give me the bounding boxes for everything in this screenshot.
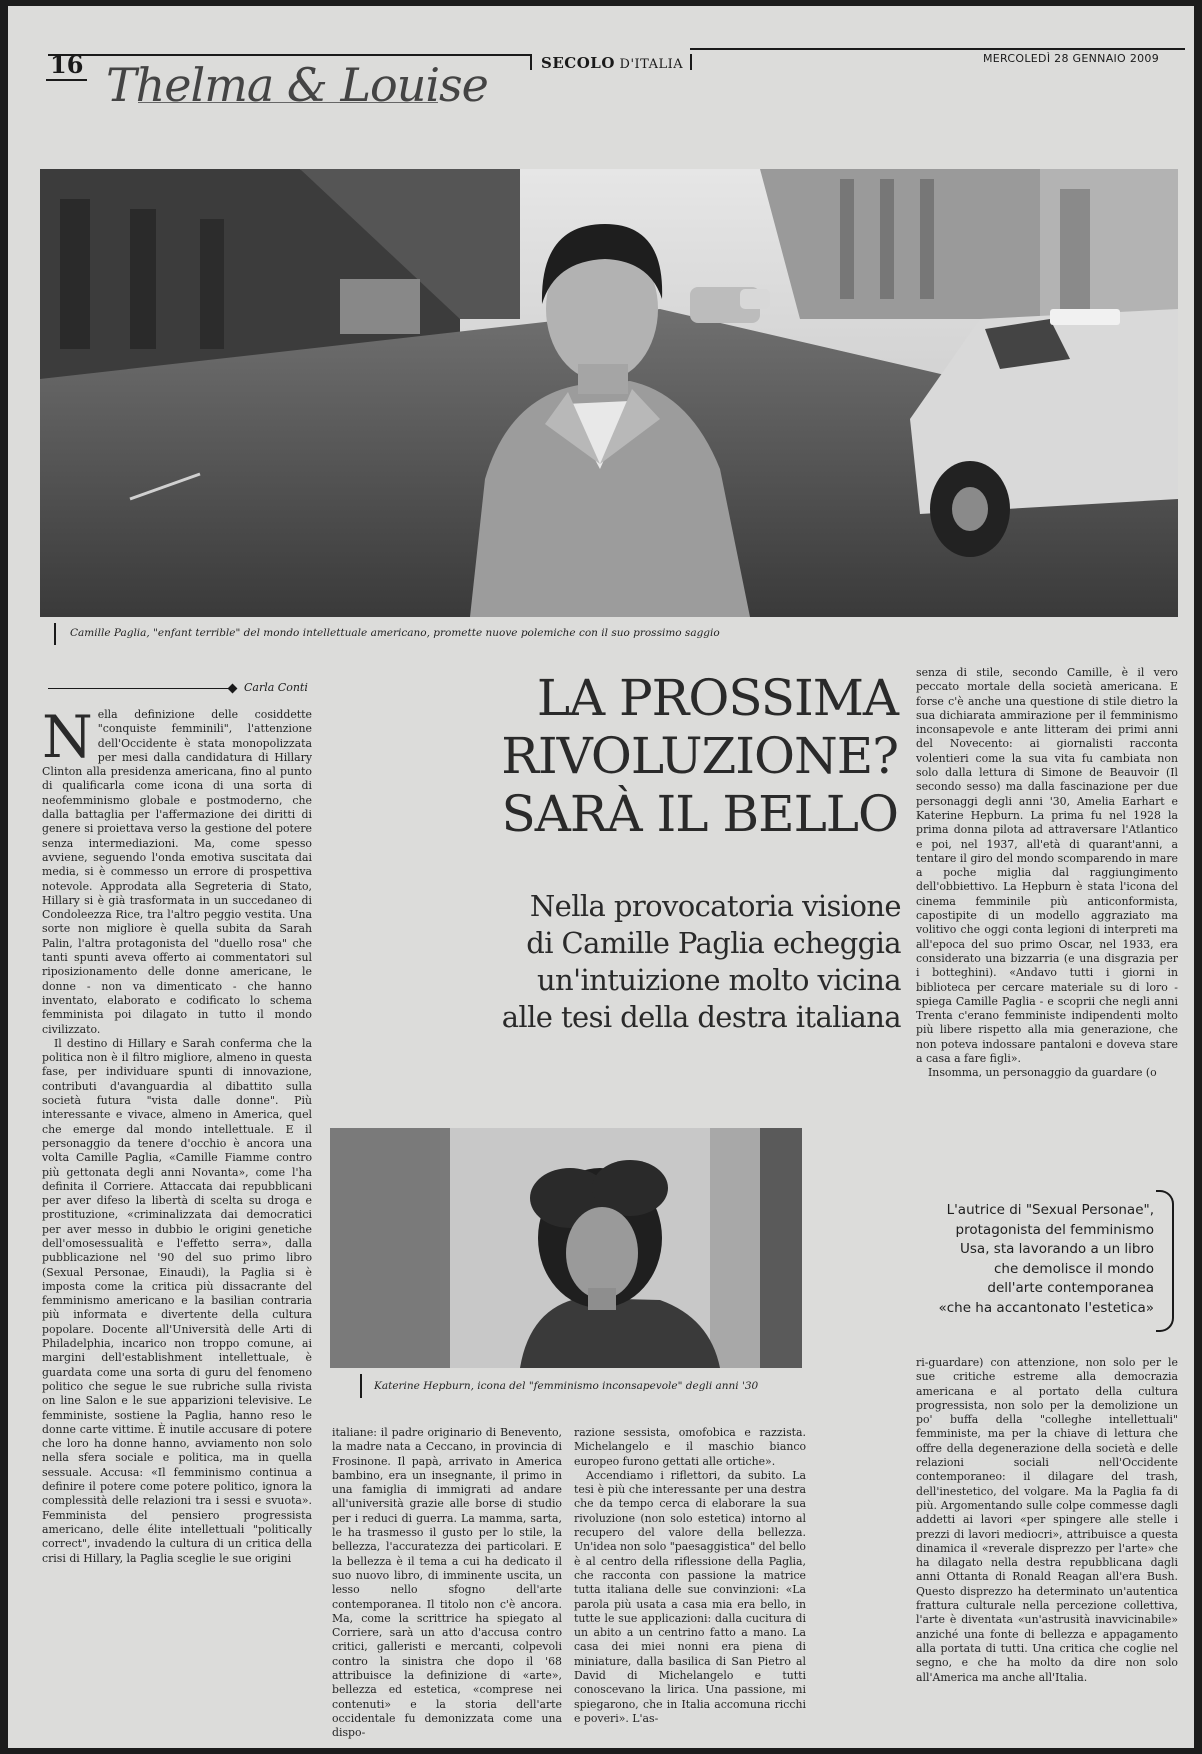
subheadline	[436, 888, 901, 1036]
headline-line: LA PROSSIMA	[536, 669, 898, 727]
article-paragraph: senza di stile, secondo Camille, è il vero peccato mortale della società americana. E forse c'è anche una questione di stile dietro la sua dichiarata ammirazione per il femminismo inconsapevole e ante litteram dei primi anni del Novecento: ai giornalisti racconta volentieri come la sua vita fu cambiata non solo dalla lettura di Simone de Beauvoir (Il secondo sesso) ma dalla fascinazione per due personaggi degli anni '30, Amelia Earhart e Katerine Hepburn. La prima fu nel 1928 la prima donna pilota ad attraversare l'Atlantico e poi, nel 1937, all'età di quarant'anni, a tentare il giro del mondo scomparendo in mare a poche miglia dal raggiungimento dell'obbiettivo. La Hepburn è stata l'icona del cinema femminile più anticonformista, capostipite di un modello aggraziato ma volitivo che oggi conta legioni di interpreti ma all'epoca del suo primo Oscar, nel 1933, era considerato una bizzarria (e una disgrazia per i botteghini). «Andavo tutti i giorni in biblioteca per cercare materiale su di loro - spiega Camille Paglia - e scoprii che negli anni Trenta c'erano femministe indipendenti molto più libere rispetto alla mia generazione, che non poteva indossare pantaloni e doveva stare a casa a fare figli».	[916, 666, 1178, 1066]
pull-quote-line: dell'arte contemporanea	[987, 1280, 1154, 1296]
article-paragraph: Il destino di Hillary e Sarah conferma che la politica non è il filtro migliore, almeno in questa fase, per individuare spunti di innovazione, contributi d'avanguardia al dibattito sulla società futura "vista dalle donne". Più interessante e vivace, almeno in America, quel che emerge dal mondo intellettuale. E il personaggio da tenere d'occhio è ancora una volta Camille Paglia, «Camille Fiamme contro più gettonata degli anni Novanta», come l'ha definita il Corriere. Attaccata dai repubblicani per aver difeso la libertà di scelta su droga e prostituzione, «criminalizzata dai democratici per aver messo in dubbio le origini genetiche dell'omosessualità e l'effetto serra», dalla pubblicazione nel '90 del suo primo libro (Sexual Personae, Einaudi), la Paglia si è imposta come la critica più dissacrante del femminismo americano e la basilian contraria più informata e divertente della cultura popolare. Docente all'Università delle Arti di Philadelphia, incarico non troppo comune, ai margini dell'establishment intellettuale, è guardata come una sorta di guru del fenomeno politico che segue le sue rubriche sulla rivista on line Salon e le sue apparizioni televisive. Le femministe, sostiene la Paglia, hanno reso le donne carte vittime. È inutile accusare di potere che loro ha donne hanno, avviamento non solo nella sfera sociale e politica, ma in quella sessuale. Accusa: «Il femminismo continua a definire il potere come potere politico, ignora la complessità delle relazioni tra i sessi e svuota». Femminista del pensiero progressista americano, delle élite intellettuali "politically correct", invadendo la cultura di un critica della crisi di Hillary, la Paglia sceglie le sue origini	[42, 1036, 312, 1565]
article-column-2	[332, 1426, 562, 1746]
drop-cap: N	[42, 708, 93, 771]
hepburn-photo-caption: Katerine Hepburn, icona del "femminismo inconsapevole" degli anni '30	[374, 1380, 759, 1392]
paper-name	[541, 54, 683, 72]
subheadline-line: alle tesi della destra italiana	[501, 1000, 901, 1034]
article-paragraph: Insomma, un personaggio da guardare (o	[928, 1066, 1157, 1080]
subheadline-line: un'intuizione molto vicina	[536, 963, 901, 997]
main-photo	[40, 169, 1178, 617]
pull-quote-bracket	[1156, 1190, 1174, 1332]
masthead-rule-right	[690, 48, 1185, 50]
paragraph-text: ella definizione delle cosiddette "conquiste femminili", l'attenzione dell'Occidente è stata monopolizzata per mesi dalla candidatura di Hillary Clinton alla presidenza americana, fino al punto di qualificarla come icona di una sorta di neofemminismo globale e postmoderno, che dalla battaglia per l'affermazione dei diritti di genere si proiettava verso la gestione del potere senza intermediazioni. Ma, come spesso avviene, seguendo l'onda emotiva suscitata dai media, si è commesso un errore di prospettiva notevole. Approdata alla Segreteria di Stato, Hillary si è già trasformata in un succedaneo di Condoleezza Rice, tra l'altro peggio vestita. Una sorte non migliore è quella subita da Sarah Palin, l'altra protagonista del "duello rosa" che tanti spunti aveva offerto ai commentatori sul riposizionamento delle donne americane, le donne - non va dimenticato - che hanno inventato, elaborato e codificato lo schema femminista poi dilagato in tutto il mondo civilizzato.	[42, 708, 312, 1036]
article-column-4-bottom	[916, 1356, 1178, 1746]
subheadline-line: Nella provocatoria visione	[529, 889, 901, 923]
street-portrait-image	[40, 169, 1178, 617]
page-number: 16	[46, 50, 87, 81]
pull-quote-line: Usa, sta lavorando a un libro	[960, 1241, 1154, 1257]
section-title: Thelma & Louise	[106, 58, 488, 112]
masthead-divider	[530, 54, 532, 70]
article-paragraph: razione sessista, omofobica e razzista. Michelangelo e il maschio bianco europeo furono gettati alle ortiche».	[574, 1426, 806, 1468]
pull-quote-line: L'autrice di "Sexual Personae",	[946, 1202, 1154, 1218]
article-paragraph	[42, 708, 312, 1037]
hepburn-portrait-image	[330, 1128, 802, 1368]
pull-quote-line: che demolisce il mondo	[993, 1260, 1154, 1277]
paper-name-main: SECOLO	[541, 54, 615, 72]
pull-quote	[906, 1201, 1154, 1318]
article-column-4-top	[916, 666, 1178, 1166]
subheadline-line: di Camille Paglia echeggia	[526, 926, 901, 960]
article-column-1	[42, 708, 312, 1748]
article-paragraph: Accendiamo i riflettori, da subito. La tesi è più che interessante per una destra che da tempo cerca di elaborare la sua rivoluzione (non solo estetica) intorno al recupero del valore della bellezza. Un'idea non solo "paesaggistica" del bello è al centro della riflessione della Paglia, che racconta con passione la matrice tutta italiana delle sue convinzioni: «La parola più usata a casa mia era bello, in tutte le sue applicazioni: dalla cucitura di un abito a un centrino fatto a mano. La casa dei miei nonni era piena di miniature, dalla basilica di San Pietro al David di Michelangelo e tutti conoscevano la lirica. Una passione, mi spiegarono, che in Italia accomuna ricchi e poveri». L'as-	[574, 1468, 806, 1725]
masthead-rule-left	[48, 54, 532, 56]
byline: Carla Conti	[244, 681, 308, 694]
masthead-divider	[690, 54, 692, 70]
section-underline	[138, 102, 438, 103]
headline	[438, 669, 898, 843]
article-paragraph: italiane: il padre originario di Benevento, la madre nata a Ceccano, in provincia di Frosinone. Il papà, arrivato in America bambino, era un insegnante, il primo in una famiglia di immigrati ad andare all'università grazie alle borse di studio per i reduci di guerra. La mamma, sarta, le ha trasmesso il gusto per lo stile, la bellezza, l'accuratezza dei particolari. E la bellezza è il tema a cui ha dedicato il suo nuovo libro, di imminente uscita, un lesso nello sfogno dell'arte contemporanea. Il titolo non c'è ancora. Ma, come la scrittrice ha spiegato al Corriere, sarà un atto d'accusa contro critici, galleristi e mercanti, colpevoli contro la sinistra che dopo il '68 attribuisce la definizione di «arte», bellezza ed estetica, «comprese nei contenuti» e la storia dell'arte occidentale fu demonizzata come una dispo-	[332, 1426, 562, 1740]
headline-line: RIVOLUZIONE?	[501, 727, 898, 785]
pull-quote-line: «che ha accantonato l'estetica»	[938, 1299, 1154, 1316]
article-column-3	[574, 1426, 806, 1746]
paper-name-suffix: D'ITALIA	[619, 57, 684, 72]
byline-diamond	[228, 684, 238, 694]
pull-quote-line: protagonista del femminismo	[955, 1221, 1154, 1238]
main-caption-bar	[54, 623, 56, 645]
headline-line: SARÀ IL BELLO	[501, 785, 898, 843]
newspaper-page	[8, 6, 1194, 1748]
byline-rule	[48, 688, 230, 689]
issue-date: MERCOLEDÌ 28 GENNAIO 2009	[983, 52, 1160, 65]
hepburn-photo	[330, 1128, 802, 1368]
main-photo-caption: Camille Paglia, "enfant terrible" del mondo intellettuale americano, promette nuove polemiche con il suo prossimo saggio	[70, 627, 720, 639]
article-paragraph: ri-guardare) con attenzione, non solo per le sue critiche estreme alla democrazia americana e al portato della cultura progressista, non solo per la demolizione un po' buffa della "colleghe intellettuali" femministe, ma per la chiave di lettura che offre della degenerazione della società e delle relazioni sociali nell'Occidente contemporaneo: il dilagare del trash, dell'inestetico, del volgare. Ma la Paglia fa di più. Argomentando sulle colpe commesse dagli addetti ai lavori «per spingere alle stelle i prezzi di lavori mediocri», attribuisce a questa dinamica il «reverale disprezzo per l'arte» che ha dilagato nella destra repubblicana dagli anni Ottanta di Ronald Reagan all'era Bush. Questo disprezzo ha determinato un'autentica frattura culturale nella percezione collettiva, l'arte è diventata «un'astrusità inavvicinabile» anziché una fonte di bellezza e appagamento alla portata di tutti. Una critica che coglie nel segno, e che ha molto da dire non solo all'America ma anche all'Italia.	[916, 1356, 1178, 1684]
second-caption-bar	[360, 1374, 362, 1398]
